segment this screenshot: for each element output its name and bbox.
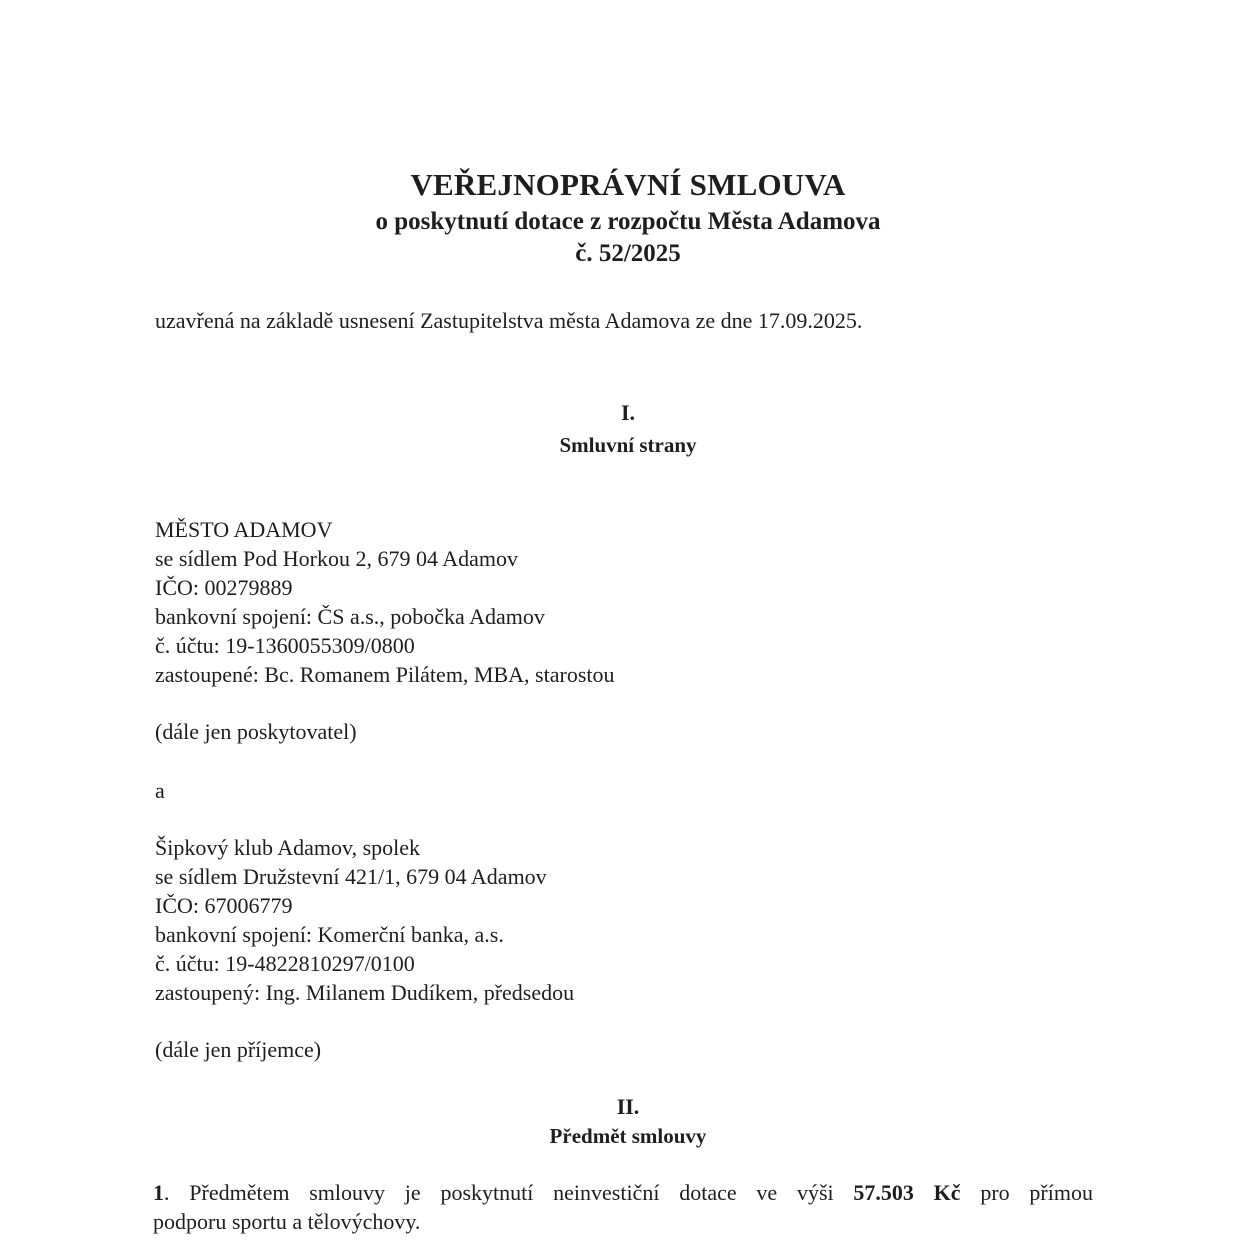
provider-ico: IČO: 00279889 — [155, 575, 293, 600]
recipient-address: se sídlem Družstevní 421/1, 679 04 Adamov — [155, 864, 547, 889]
paragraph-line-2: podporu sportu a tělovýchovy. — [153, 1209, 421, 1234]
section-2-title: Předmět smlouvy — [549, 1124, 707, 1148]
recipient-details — [155, 833, 574, 1007]
paragraph-text: . Předmětem smlouvy je poskytnutí neinvestiční dotace ve výši — [164, 1180, 854, 1205]
provider-address: se sídlem Pod Horkou 2, 679 04 Adamov — [155, 546, 518, 571]
paragraph-text-continued: pro přímou — [960, 1180, 1093, 1205]
provider-representative: zastoupené: Bc. Romanem Pilátem, MBA, starostou — [155, 662, 615, 687]
contract-number: č. 52/2025 — [575, 240, 681, 267]
paragraph-index: 1 — [153, 1180, 164, 1205]
grant-amount: 57.503 Kč — [853, 1180, 961, 1205]
document-subtitle: o poskytnutí dotace z rozpočtu Města Adamova — [375, 208, 881, 235]
provider-name: MĚSTO ADAMOV — [155, 517, 333, 542]
recipient-representative: zastoupený: Ing. Milanem Dudíkem, předsedou — [155, 980, 575, 1005]
section-1-title: Smluvní strany — [559, 433, 697, 457]
recipient-bank: bankovní spojení: Komerční banka, a.s. — [155, 922, 504, 947]
recipient-account: č. účtu: 19-4822810297/0100 — [155, 951, 415, 976]
provider-role: (dále jen poskytovatel) — [155, 719, 357, 744]
section-1-number: I. — [620, 400, 636, 425]
recipient-name: Šipkový klub Adamov, spolek — [155, 835, 421, 860]
paragraph-line-1 — [153, 1178, 1093, 1207]
provider-bank: bankovní spojení: ČS a.s., pobočka Adamov — [155, 604, 545, 629]
document-title: VEŘEJNOPRÁVNÍ SMLOUVA — [410, 167, 846, 202]
provider-account: č. účtu: 19-1360055309/0800 — [155, 633, 415, 658]
conjunction: a — [155, 778, 165, 803]
provider-details — [155, 515, 615, 689]
recipient-ico: IČO: 67006779 — [155, 893, 293, 918]
recipient-role: (dále jen příjemce) — [155, 1037, 322, 1062]
section-2-number: II. — [616, 1094, 640, 1119]
section-2-paragraph-1 — [153, 1178, 1093, 1236]
intro-statement: uzavřená na základě usnesení Zastupitelstva města Adamova ze dne 17.09.2025. — [155, 308, 863, 333]
